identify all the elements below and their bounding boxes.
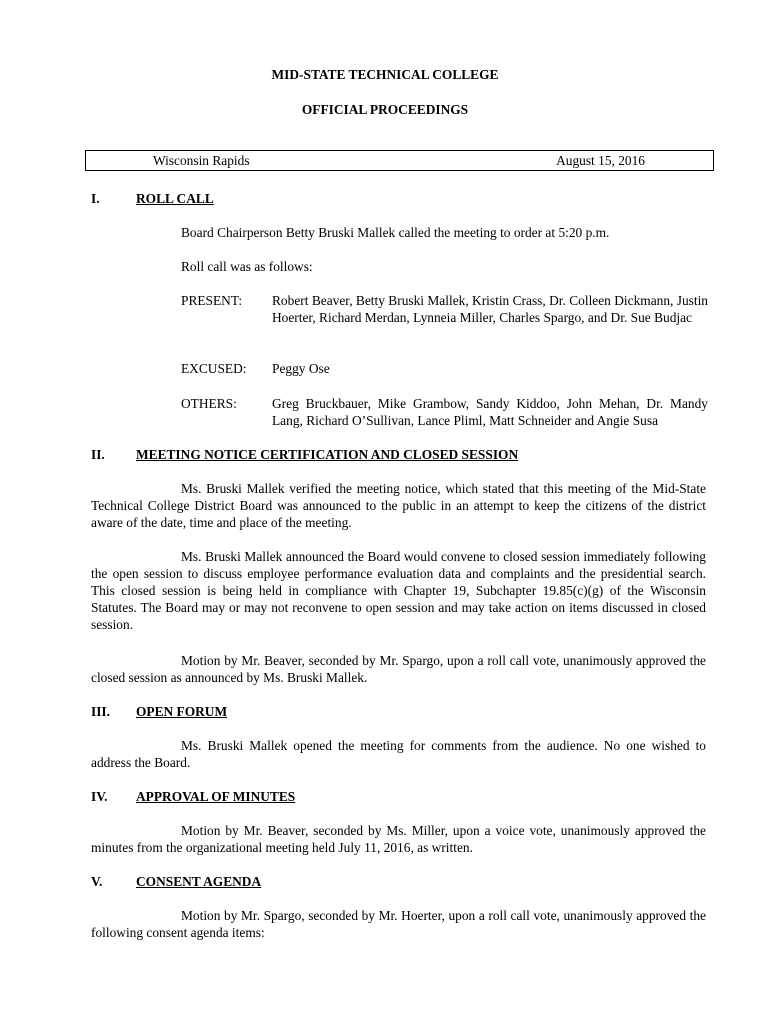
document-title: OFFICIAL PROCEEDINGS [301, 102, 469, 117]
meeting-date: August 15, 2016 [556, 153, 645, 168]
section-heading-approval-of-minutes [91, 788, 295, 805]
notice-paragraph-1: Ms. Bruski Mallek verified the meeting notice, which stated that this meeting of the Mid-State Technical College District Board was announced to the public in an attempt to keep the citizens of the district aware of the date, time and place of the meeting. [91, 481, 706, 530]
section-heading-open-forum [91, 703, 227, 720]
section-heading-consent-agenda [91, 873, 261, 890]
section-title: ROLL CALL [136, 191, 214, 206]
roll-call-intro: Roll call was as follows: [181, 259, 313, 274]
open-forum-paragraph: Ms. Bruski Mallek opened the meeting for comments from the audience. No one wished to address the Board. [91, 738, 706, 770]
present-list: Robert Beaver, Betty Bruski Mallek, Kristin Crass, Dr. Colleen Dickmann, Justin Hoerter, Richard Merdan, Lynneia Miller, Charles Spargo, and Dr. Sue Budjac [272, 293, 708, 325]
call-to-order-text: Board Chairperson Betty Bruski Mallek called the meeting to order at 5:20 p.m. [181, 225, 610, 240]
section-number: V. [91, 874, 103, 889]
meeting-info-box [85, 150, 714, 171]
minutes-paragraph: Motion by Mr. Beaver, seconded by Ms. Miller, upon a voice vote, unanimously approved the minutes from the organizational meeting held July 11, 2016, as written. [91, 823, 706, 855]
consent-paragraph: Motion by Mr. Spargo, seconded by Mr. Hoerter, upon a roll call vote, unanimously approved the following consent agenda items: [91, 908, 706, 940]
section-number: II. [91, 447, 105, 462]
notice-paragraph-2: Ms. Bruski Mallek announced the Board would convene to closed session immediately following the open session to discuss employee performance evaluation data and complaints and the presidential search. This closed session is being held in compliance with Chapter 19, Subchapter 19.85(c)(g) of the Wisconsin Statutes. The Board may or may not reconvene to open session and may take action on items discussed in closed session. [91, 549, 706, 632]
others-list: Greg Bruckbauer, Mike Grambow, Sandy Kiddoo, John Mehan, Dr. Mandy Lang, Richard O’Sullivan, Lance Pliml, Matt Schneider and Angie Susa [272, 396, 708, 428]
section-heading-roll-call [91, 190, 214, 207]
section-heading-meeting-notice [91, 446, 518, 463]
section-title: OPEN FORUM [136, 704, 228, 719]
excused-label: EXCUSED: [181, 361, 247, 376]
institution-name: MID-STATE TECHNICAL COLLEGE [271, 67, 499, 82]
notice-paragraph-3: Motion by Mr. Beaver, seconded by Mr. Spargo, upon a roll call vote, unanimously approved the closed session as announced by Ms. Bruski Mallek. [91, 653, 706, 685]
section-number: III. [91, 704, 110, 719]
present-label: PRESENT: [181, 293, 243, 308]
excused-list: Peggy Ose [272, 361, 330, 376]
others-label: OTHERS: [181, 396, 237, 411]
section-number: IV. [91, 789, 108, 804]
section-title: CONSENT AGENDA [136, 874, 262, 889]
section-title: APPROVAL OF MINUTES [136, 789, 296, 804]
section-title: MEETING NOTICE CERTIFICATION AND CLOSED SESSION [136, 447, 519, 462]
section-number: I. [91, 191, 100, 206]
meeting-location: Wisconsin Rapids [153, 153, 250, 168]
